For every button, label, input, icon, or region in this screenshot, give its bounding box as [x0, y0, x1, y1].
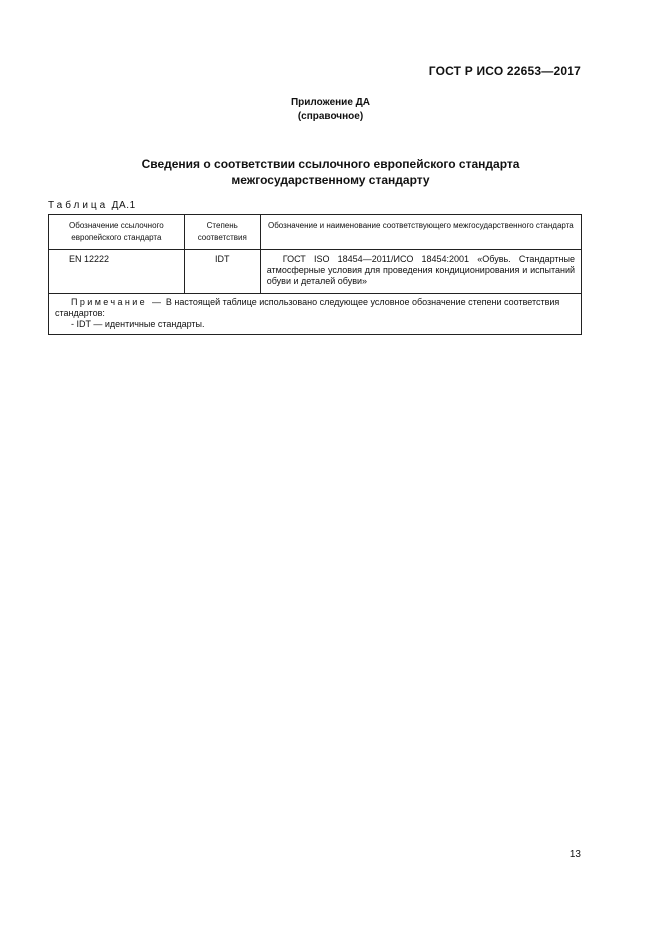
header-reference-standard: Обозначение ссылочного европейского стандарта: [49, 215, 185, 250]
annex-heading: [0, 96, 661, 124]
cell-degree-of-conformity: IDT: [184, 250, 260, 294]
annex-status: (справочное): [297, 111, 364, 122]
annex-title: Приложение ДА: [290, 97, 371, 108]
cell-reference-standard: EN 12222: [49, 250, 185, 294]
interstate-standard-text: ГОСТ ISO 18454—2011/ИСО 18454:2001 «Обувь. Стандартные атмосферные условия для проведения кондиционирования и испытаний обуви и деталей обуви»: [266, 254, 575, 286]
note-text: В настоящей таблице использовано следующее условное обозначение степени соответствия стандартов:: [55, 297, 560, 318]
section-title-line-1: Сведения о соответствии ссылочного европейского стандарта: [141, 157, 520, 171]
header-interstate-standard: Обозначение и наименование соответствующего межгосударственного стандарта: [260, 215, 581, 250]
header-degree-of-conformity: Степень соответствия: [184, 215, 260, 250]
cell-interstate-standard: [260, 250, 581, 294]
document-code: ГОСТ Р ИСО 22653—2017: [428, 64, 581, 78]
table-caption-label: Таблица: [48, 200, 109, 211]
table-header-row: [49, 215, 582, 250]
table-caption: [48, 200, 136, 211]
note-label: Примечание —: [71, 297, 164, 307]
correspondence-table: [48, 214, 582, 335]
page-number: 13: [569, 849, 581, 860]
section-title-line-2: межгосударственному стандарту: [231, 173, 430, 187]
table-note-row: [49, 294, 582, 335]
note-item: - IDT — идентичные стандарты.: [71, 319, 205, 329]
table-row: [49, 250, 582, 294]
table-caption-number: ДА.1: [111, 200, 136, 211]
section-title: [0, 156, 661, 188]
table-note: [49, 294, 582, 335]
